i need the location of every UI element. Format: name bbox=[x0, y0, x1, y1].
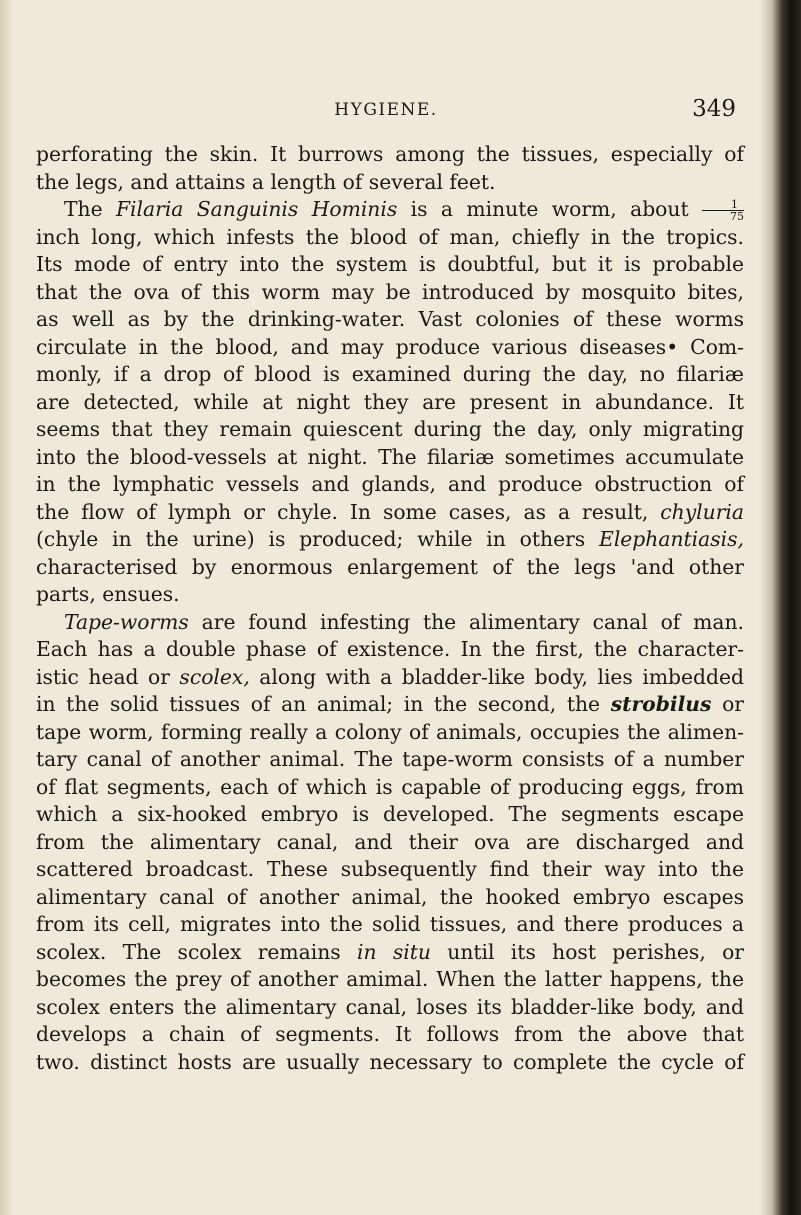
text-line: in the solid tissues of an animal; in the second, the strobilus or bbox=[36, 692, 744, 716]
text-line: from its cell, migrates into the solid tissues, and there produces a bbox=[36, 912, 744, 936]
text-line: alimentary canal of another animal, the hooked embryo escapes bbox=[36, 884, 744, 909]
text-line: into the blood-vessels at night. The filariæ sometimes accumulate bbox=[36, 444, 744, 469]
paragraph-tapeworms bbox=[36, 609, 744, 1077]
text-line: tape worm, forming really a colony of animals, occupies the alimen- bbox=[36, 719, 744, 744]
fraction: $\frac{1}{75}$ bbox=[702, 199, 744, 222]
text-line: circulate in the blood, and may produce various diseases• Com- bbox=[36, 334, 744, 359]
text-line: The Filaria Sanguinis Hominis is a minute worm, about $\frac{1}{75}$ bbox=[64, 197, 744, 223]
text-line: perforating the skin. It burrows among the tissues, especially of bbox=[36, 142, 744, 166]
paragraph-filaria bbox=[36, 196, 744, 609]
running-title: HYGIENE. bbox=[334, 100, 438, 120]
text-line: istic head or scolex, along with a bladder-like body, lies imbedded bbox=[36, 664, 744, 689]
term-chyluria: chyluria bbox=[660, 499, 744, 524]
text-line: characterised by enormous enlargement of the legs 'and other bbox=[36, 554, 744, 579]
running-head bbox=[36, 96, 736, 134]
text-line: develops a chain of segments. It follows from the above that bbox=[36, 1022, 744, 1046]
text-line: Each has a double phase of existence. In the first, the character- bbox=[36, 637, 744, 661]
text-line: seems that they remain quiescent during the day, only migrating bbox=[36, 417, 744, 441]
text-line: which a six-hooked embryo is developed. The segments escape bbox=[36, 802, 744, 826]
text-line: (chyle in the urine) is produced; while in others Elephantiasis, bbox=[36, 527, 744, 551]
text-line: tary canal of another animal. The tape-worm consists of a number bbox=[36, 747, 744, 771]
term-strobilus: strobilus bbox=[610, 692, 712, 716]
text-line: scolex enters the alimentary canal, loses its bladder-like body, and bbox=[36, 994, 744, 1019]
text-line: are detected, while at night they are present in abundance. It bbox=[36, 389, 744, 414]
text-line: from the alimentary canal, and their ova are discharged and bbox=[36, 829, 744, 854]
text-line: parts, ensues. bbox=[36, 582, 180, 606]
book-spine-edge bbox=[759, 0, 801, 1215]
text-line: monly, if a drop of blood is examined during the day, no filariæ bbox=[36, 362, 744, 386]
term-scolex: scolex, bbox=[179, 664, 250, 689]
text-line: scolex. The scolex remains in situ until its host perishes, or bbox=[36, 939, 744, 964]
text-line: becomes the prey of another amimal. When the latter happens, the bbox=[36, 967, 744, 991]
text-line: the legs, and attains a length of several feet. bbox=[36, 169, 496, 194]
text-line: as well as by the drinking-water. Vast colonies of these worms bbox=[36, 307, 744, 331]
text-line: of flat segments, each of which is capable of producing eggs, from bbox=[36, 774, 744, 799]
term-elephantiasis: Elephantiasis, bbox=[599, 527, 744, 551]
text-line: inch long, which infests the blood of man, chiefly in the tropics. bbox=[36, 224, 744, 249]
text-line: the flow of lymph or chyle. In some cases, as a result, chyluria bbox=[36, 499, 744, 524]
page-gutter-shadow bbox=[0, 0, 14, 1215]
page-number: 349 bbox=[692, 96, 736, 122]
text-line: Its mode of entry into the system is doubtful, but it is probable bbox=[36, 252, 744, 276]
term-tapeworms: Tape-worms bbox=[64, 609, 189, 634]
text-line: two. distinct hosts are usually necessary to complete the cycle of bbox=[36, 1049, 744, 1074]
text-line: in the lymphatic vessels and glands, and produce obstruction of bbox=[36, 472, 744, 496]
term-in-situ: in situ bbox=[357, 939, 431, 964]
text-line: that the ova of this worm may be introduced by mosquito bites, bbox=[36, 279, 744, 304]
paragraph-skin bbox=[36, 141, 744, 196]
text-line: Tape-worms are found infesting the alimentary canal of man. bbox=[64, 609, 744, 634]
taxon-name: Filaria Sanguinis Hominis bbox=[115, 197, 398, 221]
text-line: scattered broadcast. These subsequently find their way into the bbox=[36, 857, 744, 881]
body-text bbox=[36, 141, 744, 1076]
